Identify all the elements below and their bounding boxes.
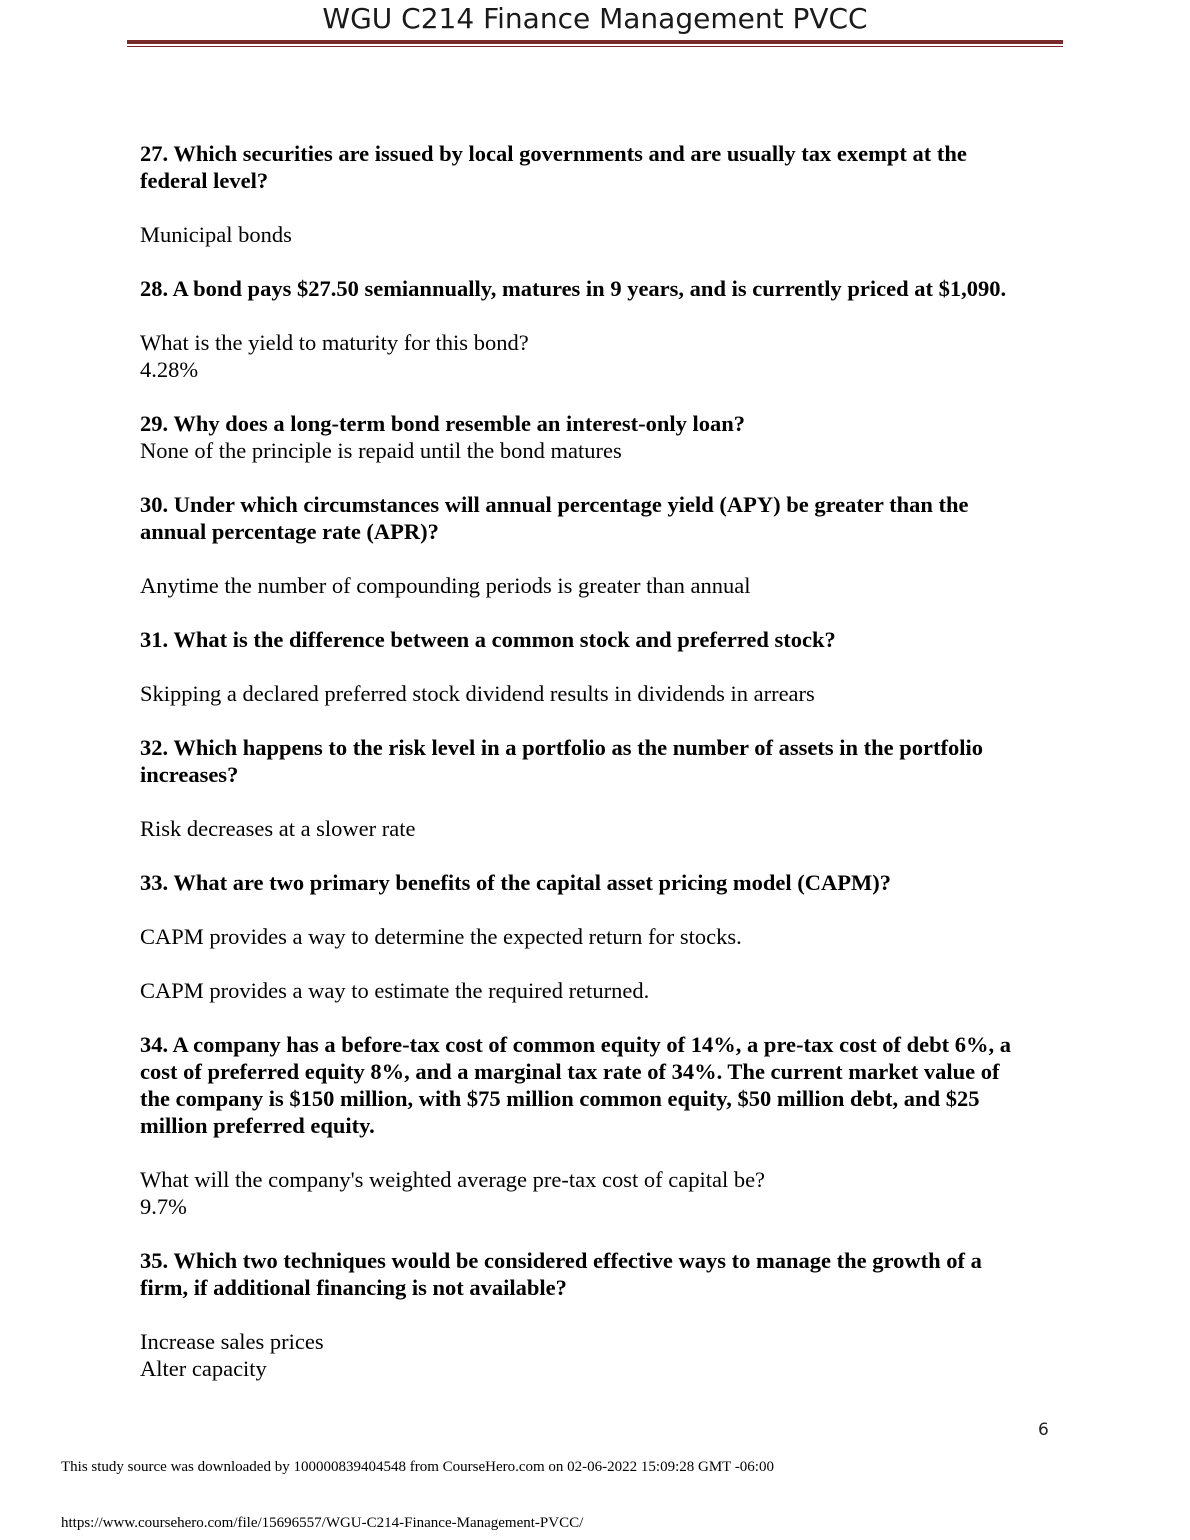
answer-33 [140, 923, 1050, 950]
footer-url: https://www.coursehero.com/file/15696557/WGU-C214-Finance-Management-PVCC/ [61, 1515, 584, 1531]
answer-32 [140, 815, 1050, 842]
question-line: 33. What are two primary benefits of the capital asset pricing model (CAPM)? [140, 870, 891, 895]
answer-line: Increase sales prices [140, 1329, 324, 1354]
question-28 [140, 275, 1050, 302]
answer-30 [140, 572, 1050, 599]
question-line: 27. Which securities are issued by local governments and are usually tax exempt at the [140, 141, 967, 166]
answer-28 [140, 329, 1050, 383]
question-35 [140, 1247, 1050, 1301]
answer-29 [140, 437, 1050, 464]
question-31 [140, 626, 1050, 653]
answer-27 [140, 221, 1050, 248]
question-30 [140, 491, 1050, 545]
answer-line: Risk decreases at a slower rate [140, 816, 416, 841]
answer-line: CAPM provides a way to determine the expected return for stocks. [140, 924, 742, 949]
question-32 [140, 734, 1050, 788]
answer-line: Alter capacity [140, 1356, 267, 1381]
answer-34 [140, 1166, 1050, 1220]
answer-line: Skipping a declared preferred stock dividend results in dividends in arrears [140, 681, 815, 706]
question-line: million preferred equity. [140, 1113, 375, 1138]
question-27 [140, 140, 1050, 194]
answer-line: 9.7% [140, 1194, 187, 1219]
document-header-title: WGU C214 Finance Management PVCC [322, 2, 868, 35]
question-line: increases? [140, 762, 239, 787]
answer-line: Anytime the number of compounding periods is greater than annual [140, 573, 751, 598]
page-number: 6 [1038, 1420, 1049, 1440]
question-34 [140, 1031, 1050, 1139]
header-rule-thin [127, 46, 1063, 47]
question-line: 29. Why does a long-term bond resemble an interest-only loan? [140, 411, 746, 436]
question-line: 34. A company has a before-tax cost of common equity of 14%, a pre-tax cost of debt 6%, a [140, 1032, 1011, 1057]
answer-line: None of the principle is repaid until the bond matures [140, 438, 622, 463]
answer-line: 4.28% [140, 357, 199, 382]
question-line: cost of preferred equity 8%, and a marginal tax rate of 34%. The current market value of [140, 1059, 1000, 1084]
question-line: 30. Under which circumstances will annual percentage yield (APY) be greater than the [140, 492, 969, 517]
question-line: the company is $150 million, with $75 million common equity, $50 million debt, and $25 [140, 1086, 980, 1111]
answer-35 [140, 1328, 1050, 1382]
question-29 [140, 410, 1050, 437]
answer-line: What is the yield to maturity for this bond? [140, 330, 529, 355]
answer-31 [140, 680, 1050, 707]
question-line: 28. A bond pays $27.50 semiannually, matures in 9 years, and is currently priced at $1,090. [140, 276, 1007, 301]
answer-33b [140, 977, 1050, 1004]
question-line: annual percentage rate (APR)? [140, 519, 439, 544]
answer-line: CAPM provides a way to estimate the required returned. [140, 978, 650, 1003]
question-line: firm, if additional financing is not available? [140, 1275, 567, 1300]
qa-content [140, 140, 1050, 1382]
question-line: 35. Which two techniques would be considered effective ways to manage the growth of a [140, 1248, 982, 1273]
answer-line: What will the company's weighted average pre-tax cost of capital be? [140, 1167, 766, 1192]
question-33 [140, 869, 1050, 896]
question-line: 32. Which happens to the risk level in a portfolio as the number of assets in the portfolio [140, 735, 983, 760]
question-line: 31. What is the difference between a common stock and preferred stock? [140, 627, 836, 652]
question-line: federal level? [140, 168, 269, 193]
answer-line: Municipal bonds [140, 222, 292, 247]
header-rule-thick [127, 40, 1063, 44]
footer-source-note: This study source was downloaded by 100000839404548 from CourseHero.com on 02-06-2022 15:09:28 GMT -06:00 [61, 1459, 774, 1475]
